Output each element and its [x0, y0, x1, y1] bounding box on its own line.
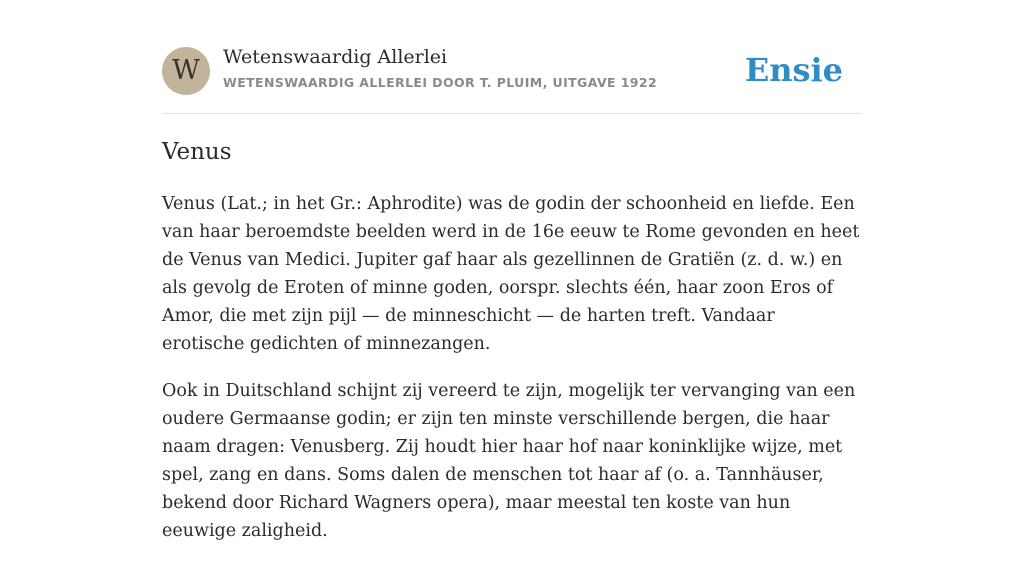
source-subtitle: WETENSWAARDIG ALLERLEI DOOR T. PLUIM, UITGAVE 1922: [223, 75, 658, 90]
entry-content: [162, 190, 862, 564]
entry-title: Venus: [162, 139, 232, 165]
entry-paragraph: Venus (Lat.; in het Gr.: Aphrodite) was de godin der schoonheid en liefde. Een van haar beroemdste beelden werd in de 16e eeuw te Rome gevonden en heet de Venus van Medici. Jupiter gaf haar als gezellinnen de Gratiën (z. d. w.) en als gevolg de Eroten of minne goden, oorspr. slechts één, haar zoon Eros of Amor, die met zijn pijl — de minneschicht — de harten treft. Vandaar erotische gedichten of minnezangen.: [162, 194, 860, 354]
source-avatar[interactable]: W: [162, 47, 210, 95]
ensie-logo-link[interactable]: Ensie: [744, 51, 843, 89]
header-divider: [162, 113, 862, 114]
source-title-link[interactable]: Wetenswaardig Allerlei: [223, 46, 448, 68]
source-header: [162, 46, 862, 96]
entry-paragraph: Ook in Duitschland schijnt zij vereerd te zijn, mogelijk ter vervanging van een oudere Germaanse godin; er zijn ten minste verschillende bergen, die haar naam dragen: Venusberg. Zij houdt hier haar hof naar koninklijke wijze, met spel, zang en dans. Soms dalen de menschen tot haar af (o. a. Tannhäuser, bekend door Richard Wagners opera), maar meestal ten koste van hun eeuwige zaligheid.: [162, 381, 856, 541]
